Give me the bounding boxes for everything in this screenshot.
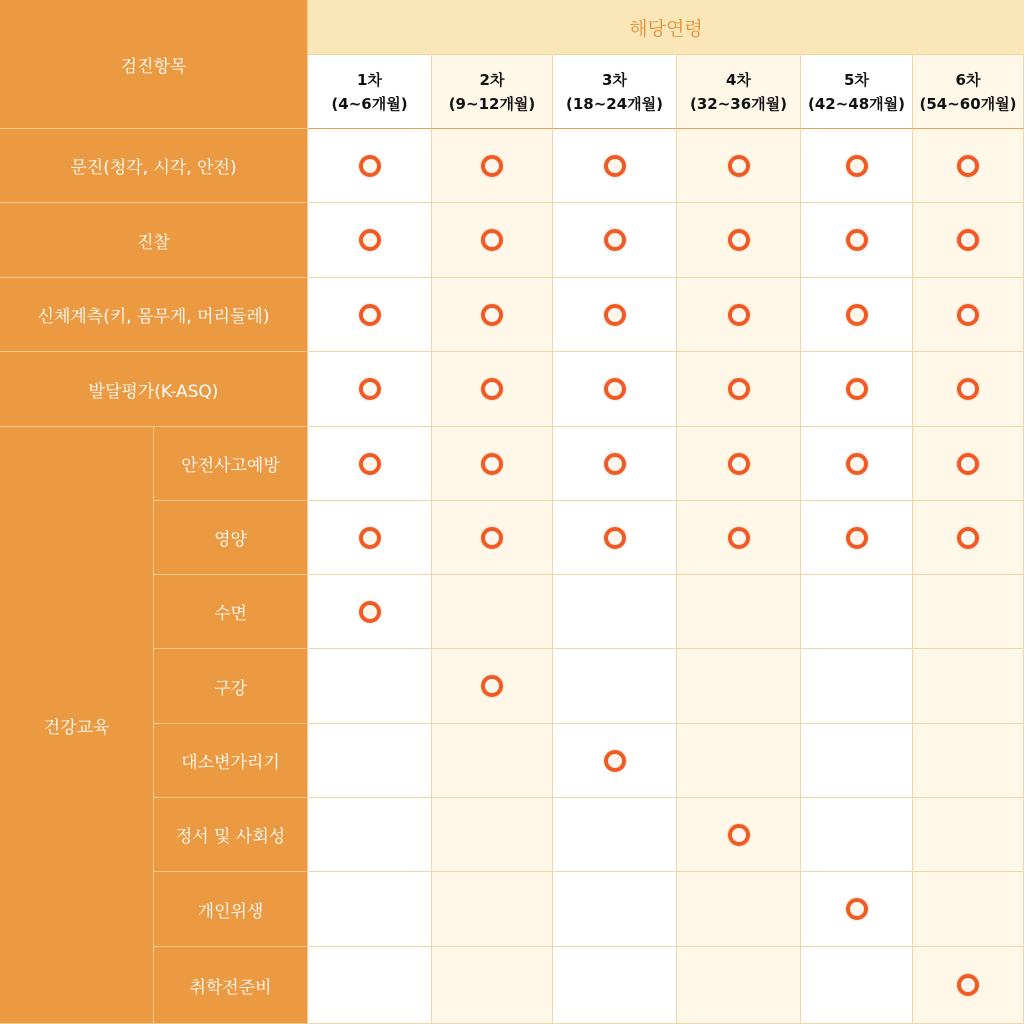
round-label: 3차 bbox=[602, 70, 627, 89]
age-range-label: (9~12개월) bbox=[448, 94, 536, 113]
schedule-cell bbox=[677, 649, 801, 724]
schedule-cell bbox=[553, 278, 677, 352]
circle-mark-icon bbox=[728, 453, 750, 475]
schedule-cell bbox=[308, 129, 432, 203]
circle-mark-icon bbox=[846, 155, 868, 177]
schedule-cell bbox=[677, 947, 801, 1024]
age-range-label: (4~6개월) bbox=[331, 94, 408, 113]
schedule-cell bbox=[308, 352, 432, 427]
circle-mark-icon bbox=[359, 229, 381, 251]
circle-mark-icon bbox=[957, 527, 979, 549]
schedule-cell bbox=[553, 427, 677, 501]
item-header: 검진항목 bbox=[0, 0, 308, 129]
schedule-cell bbox=[553, 501, 677, 575]
round-label: 1차 bbox=[357, 70, 382, 89]
education-item-label: 안전사고예방 bbox=[154, 427, 308, 501]
schedule-cell bbox=[913, 427, 1024, 501]
circle-mark-icon bbox=[957, 453, 979, 475]
schedule-cell bbox=[677, 203, 801, 278]
schedule-cell bbox=[677, 501, 801, 575]
circle-mark-icon bbox=[481, 453, 503, 475]
schedule-cell bbox=[677, 278, 801, 352]
schedule-cell bbox=[801, 129, 913, 203]
schedule-cell bbox=[677, 575, 801, 649]
column-header bbox=[913, 55, 1024, 129]
row-label: 신체계측(키, 몸무게, 머리둘레) bbox=[0, 278, 308, 352]
schedule-cell bbox=[432, 203, 553, 278]
schedule-cell bbox=[308, 947, 432, 1024]
schedule-cell bbox=[913, 724, 1024, 798]
schedule-cell bbox=[677, 129, 801, 203]
circle-mark-icon bbox=[481, 304, 503, 326]
row-label: 진찰 bbox=[0, 203, 308, 278]
circle-mark-icon bbox=[846, 898, 868, 920]
schedule-cell bbox=[432, 872, 553, 947]
schedule-cell bbox=[553, 649, 677, 724]
education-group-label: 건강교육 bbox=[0, 427, 154, 1024]
schedule-cell bbox=[801, 798, 913, 872]
schedule-cell bbox=[432, 129, 553, 203]
schedule-cell bbox=[308, 501, 432, 575]
circle-mark-icon bbox=[728, 527, 750, 549]
schedule-cell bbox=[677, 427, 801, 501]
column-header bbox=[801, 55, 913, 129]
schedule-cell bbox=[553, 203, 677, 278]
circle-mark-icon bbox=[846, 229, 868, 251]
circle-mark-icon bbox=[728, 155, 750, 177]
schedule-cell bbox=[553, 352, 677, 427]
circle-mark-icon bbox=[604, 229, 626, 251]
education-item-label: 수면 bbox=[154, 575, 308, 649]
schedule-cell bbox=[913, 649, 1024, 724]
age-range-label: (42~48개월) bbox=[807, 94, 905, 113]
education-item-label: 정서 및 사회성 bbox=[154, 798, 308, 872]
education-item-label: 영양 bbox=[154, 501, 308, 575]
circle-mark-icon bbox=[957, 974, 979, 996]
schedule-cell bbox=[432, 501, 553, 575]
age-range-label: (54~60개월) bbox=[919, 94, 1017, 113]
schedule-cell bbox=[677, 724, 801, 798]
round-label: 2차 bbox=[479, 70, 505, 89]
age-range-label: (18~24개월) bbox=[565, 94, 663, 113]
schedule-cell bbox=[801, 947, 913, 1024]
schedule-cell bbox=[913, 501, 1024, 575]
circle-mark-icon bbox=[604, 155, 626, 177]
age-range-label: (32~36개월) bbox=[689, 94, 787, 113]
schedule-cell bbox=[432, 947, 553, 1024]
schedule-cell bbox=[308, 427, 432, 501]
education-item-label: 대소변가리기 bbox=[154, 724, 308, 798]
age-header: 해당연령 bbox=[308, 0, 1024, 55]
circle-mark-icon bbox=[957, 304, 979, 326]
schedule-cell bbox=[432, 724, 553, 798]
round-label: 5차 bbox=[844, 70, 869, 89]
circle-mark-icon bbox=[728, 824, 750, 846]
circle-mark-icon bbox=[846, 304, 868, 326]
schedule-cell bbox=[801, 501, 913, 575]
circle-mark-icon bbox=[846, 527, 868, 549]
schedule-cell bbox=[553, 575, 677, 649]
column-header bbox=[677, 55, 801, 129]
schedule-cell bbox=[913, 129, 1024, 203]
circle-mark-icon bbox=[481, 378, 503, 400]
circle-mark-icon bbox=[957, 229, 979, 251]
circle-mark-icon bbox=[359, 601, 381, 623]
schedule-cell bbox=[677, 798, 801, 872]
circle-mark-icon bbox=[481, 229, 503, 251]
circle-mark-icon bbox=[604, 527, 626, 549]
circle-mark-icon bbox=[359, 527, 381, 549]
schedule-cell bbox=[432, 798, 553, 872]
column-header bbox=[432, 55, 553, 129]
schedule-cell bbox=[308, 872, 432, 947]
education-item-label: 취학전준비 bbox=[154, 947, 308, 1024]
schedule-cell bbox=[308, 649, 432, 724]
circle-mark-icon bbox=[359, 304, 381, 326]
schedule-cell bbox=[308, 724, 432, 798]
circle-mark-icon bbox=[728, 378, 750, 400]
circle-mark-icon bbox=[604, 750, 626, 772]
schedule-cell bbox=[913, 575, 1024, 649]
schedule-cell bbox=[553, 798, 677, 872]
schedule-cell bbox=[801, 724, 913, 798]
schedule-cell bbox=[913, 352, 1024, 427]
schedule-cell bbox=[308, 575, 432, 649]
circle-mark-icon bbox=[359, 155, 381, 177]
schedule-cell bbox=[553, 724, 677, 798]
schedule-cell bbox=[913, 278, 1024, 352]
column-header bbox=[553, 55, 677, 129]
schedule-cell bbox=[432, 427, 553, 501]
schedule-cell bbox=[913, 872, 1024, 947]
schedule-cell bbox=[308, 798, 432, 872]
circle-mark-icon bbox=[957, 378, 979, 400]
schedule-cell bbox=[553, 947, 677, 1024]
schedule-cell bbox=[801, 575, 913, 649]
column-header bbox=[308, 55, 432, 129]
schedule-cell bbox=[801, 278, 913, 352]
circle-mark-icon bbox=[481, 155, 503, 177]
schedule-cell bbox=[913, 798, 1024, 872]
schedule-cell bbox=[801, 649, 913, 724]
circle-mark-icon bbox=[481, 527, 503, 549]
education-item-label: 구강 bbox=[154, 649, 308, 724]
circle-mark-icon bbox=[359, 453, 381, 475]
schedule-cell bbox=[801, 352, 913, 427]
circle-mark-icon bbox=[604, 378, 626, 400]
schedule-cell bbox=[801, 427, 913, 501]
row-label: 문진(청각, 시각, 안전) bbox=[0, 129, 308, 203]
round-label: 6차 bbox=[955, 70, 981, 89]
schedule-cell bbox=[677, 352, 801, 427]
schedule-cell bbox=[432, 649, 553, 724]
schedule-cell bbox=[432, 575, 553, 649]
schedule-cell bbox=[801, 203, 913, 278]
circle-mark-icon bbox=[728, 229, 750, 251]
circle-mark-icon bbox=[604, 453, 626, 475]
schedule-cell bbox=[308, 278, 432, 352]
schedule-cell bbox=[553, 129, 677, 203]
circle-mark-icon bbox=[481, 675, 503, 697]
schedule-cell bbox=[913, 203, 1024, 278]
circle-mark-icon bbox=[957, 155, 979, 177]
schedule-cell bbox=[432, 278, 553, 352]
schedule-cell bbox=[677, 872, 801, 947]
circle-mark-icon bbox=[728, 304, 750, 326]
row-label: 발달평가(K-ASQ) bbox=[0, 352, 308, 427]
schedule-cell bbox=[913, 947, 1024, 1024]
circle-mark-icon bbox=[846, 453, 868, 475]
schedule-cell bbox=[553, 872, 677, 947]
schedule-cell bbox=[801, 872, 913, 947]
circle-mark-icon bbox=[359, 378, 381, 400]
circle-mark-icon bbox=[604, 304, 626, 326]
circle-mark-icon bbox=[846, 378, 868, 400]
education-item-label: 개인위생 bbox=[154, 872, 308, 947]
round-label: 4차 bbox=[726, 70, 751, 89]
schedule-cell bbox=[308, 203, 432, 278]
schedule-cell bbox=[432, 352, 553, 427]
